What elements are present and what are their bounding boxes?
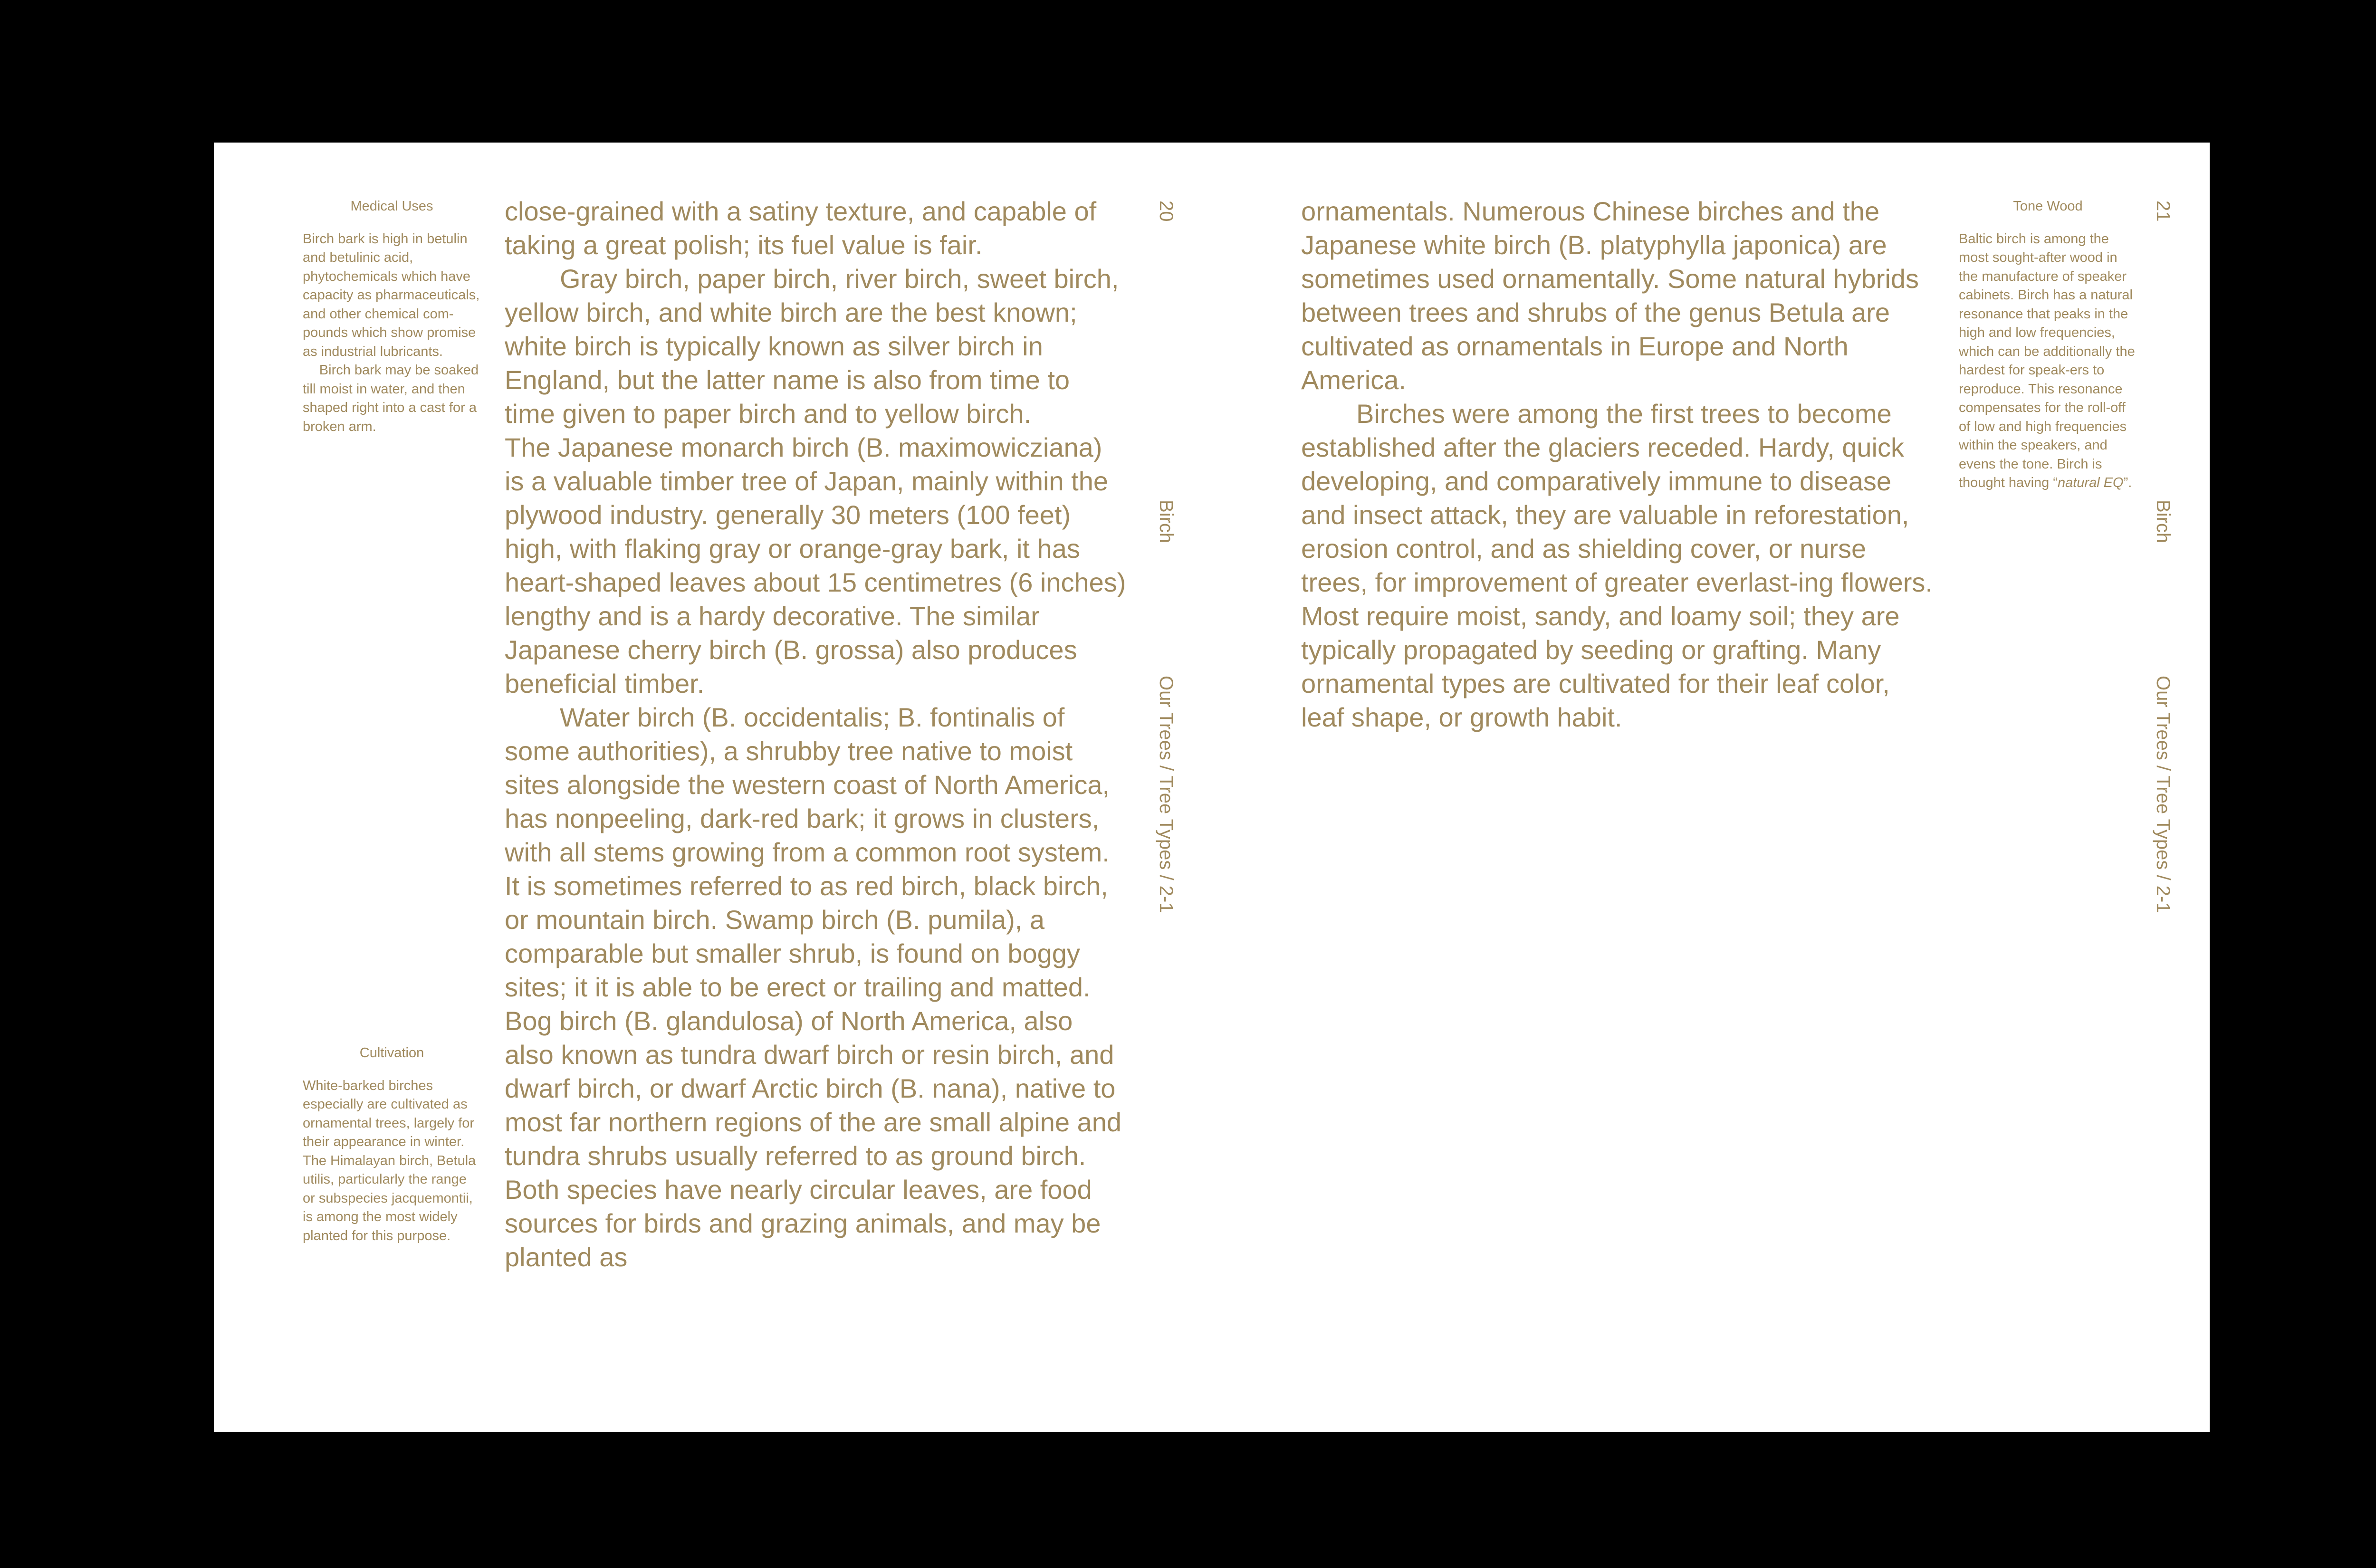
sidenote-paragraph: White-barked birches especially are cultivated as ornamental trees, largely for their appearance in winter. The Himalayan birch, Betula utilis, particularly the range or subspecies jacquemontii, is among the most widely planted for this purpose. bbox=[303, 1078, 476, 1243]
running-head-path: Our Trees / Tree Types / 2-1 bbox=[1156, 676, 1177, 913]
body-paragraph: ornamentals. Numerous Chinese birches and the Japanese white birch (B. platyphylla japonica) are sometimes used ornamentally. Some natural hybrids between trees and shrubs of the genus Betula are cultivated as ornamentals in Europe and North America. bbox=[1301, 196, 1919, 395]
body-paragraph: Water birch (B. occidentalis; B. fontinalis of some authorities), a shrubby tree native to moist sites alongside the western coast of North America, has nonpeeling, dark-red bark; it grows in clusters, with all stems growing from a common root system. It is sometimes referred to as red birch, black birch, or mountain birch. Swamp birch (B. pumila), a comparable but smaller shrub, is found on boggy sites; it it is able to be erect or trailing and matted. Bog birch (B. glandulosa) of North America, also also known as tundra dwarf birch or resin birch, and dwarf birch, or dwarf Arctic birch (B. nana), native to most far northern regions of the are small alpine and tundra shrubs usually referred to as ground birch. Both species have nearly circular leaves, are food sources for birds and grazing animals, and may be planted as bbox=[505, 702, 1122, 1272]
page-number: 20 bbox=[1156, 201, 1177, 222]
sidenote-paragraph: Birch bark is high in betulin and betulinic acid, phytochemicals which have capacity as pharmaceuticals, and other chemical com-pounds which show promise as industrial lubricants. bbox=[303, 231, 480, 359]
sidenote-heading: Medical Uses bbox=[350, 199, 433, 214]
running-head-path: Our Trees / Tree Types / 2-1 bbox=[2153, 676, 2174, 913]
body-paragraph: close-grained with a satiny texture, and capable of taking a great polish; its fuel value is fair. bbox=[505, 196, 1097, 260]
page-number: 21 bbox=[2153, 201, 2174, 222]
running-head-left bbox=[1155, 201, 1176, 1056]
running-head-section: Birch bbox=[1156, 500, 1177, 544]
sidenote-tone-wood bbox=[1959, 197, 2137, 493]
sidenote-heading: Tone Wood bbox=[2013, 199, 2083, 214]
body-text-left bbox=[505, 194, 1127, 1274]
sidenote-text: ”. bbox=[2123, 475, 2132, 490]
body-paragraph: The Japanese monarch birch (B. maximowicziana) is a valuable timber tree of Japan, mainly within the plywood industry. generally 30 meters (100 feet) high, with flaking gray or orange-gray bark, it has heart-shaped leaves about 15 centimetres (6 inches) lengthy and is a hardy decorative. The similar Japanese cherry birch (B. grossa) also produces beneficial timber. bbox=[505, 432, 1126, 698]
sidenote-paragraph: Birch bark may be soaked till moist in water, and then shaped right into a cast for a broken arm. bbox=[303, 363, 479, 434]
book-spread bbox=[214, 143, 2210, 1432]
body-paragraph: Gray birch, paper birch, river birch, sweet birch, yellow birch, and white birch are the best known; white birch is typically known as silver birch in England, but the latter name is also from time to time given to paper birch and to yellow birch. bbox=[505, 264, 1119, 429]
sidenote-cultivation bbox=[303, 1044, 481, 1245]
sidenote-medical-uses bbox=[303, 197, 481, 436]
sidenote-paragraph bbox=[1959, 230, 2137, 493]
body-paragraph: Birches were among the first trees to become established after the glaciers receded. Hardy, quick developing, and comparatively immune to disease and insect attack, they are valuable in reforestation, erosion control, and as shielding cover, or nurse trees, for improvement of greater everlast-ing flowers. Most require moist, sandy, and loamy soil; they are typically propagated by seeding or grafting. Many ornamental types are cultivated for their leaf color, leaf shape, or growth habit. bbox=[1301, 399, 1933, 732]
running-head-section: Birch bbox=[2153, 500, 2174, 544]
sidenote-heading: Cultivation bbox=[359, 1045, 424, 1061]
sidenote-emphasis: natural EQ bbox=[2057, 475, 2124, 490]
body-text-right bbox=[1301, 194, 1933, 734]
sidenote-text: Baltic birch is among the most sought-after wood in the manufacture of speaker cabinets. Birch has a natural resonance that peaks in the high and low frequencies, which can be additionally the hardest for speak-ers to reproduce. This resonance compensates for the roll-off of low and high frequencies within the speakers, and evens the tone. Birch is thought having “ bbox=[1959, 231, 2135, 490]
running-head-right bbox=[2152, 201, 2173, 1056]
